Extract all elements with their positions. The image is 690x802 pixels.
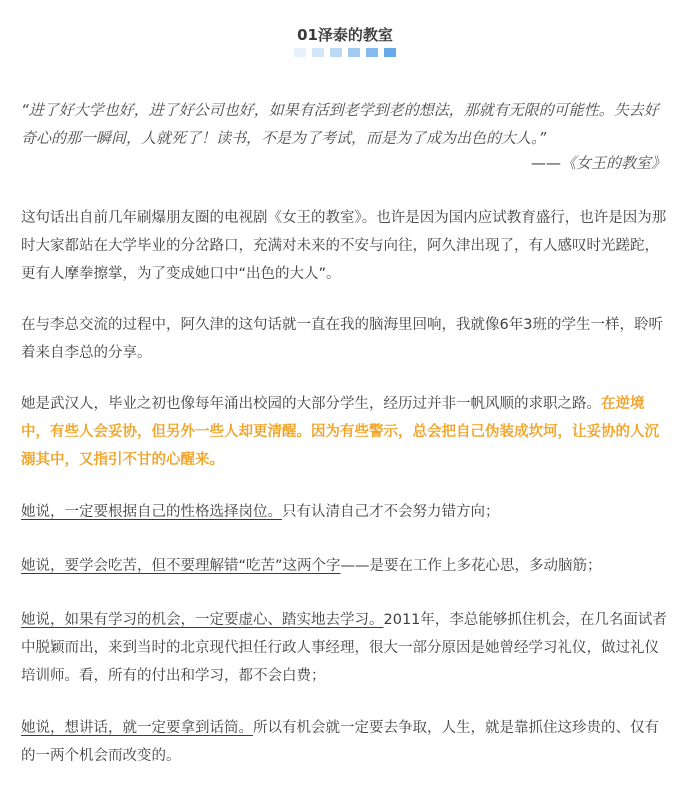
paragraph-7-underlined: 她说，想讲话，就一定要拿到话筒。 — [21, 720, 253, 736]
paragraph-5 — [21, 552, 671, 580]
decoration-dot — [366, 48, 378, 57]
paragraph-5-underlined: 她说，要学会吃苦，但不要理解错“吃苦”这两个字 — [21, 558, 341, 574]
quote-source: ——《女王的教室》 — [530, 154, 666, 172]
paragraph-2: 在与李总交流的过程中，阿久津的这句话就一直在我的脑海里回响，我就像6年3班的学生一样，聆听着来自李总的分享。 — [21, 317, 663, 361]
section-title: 01泽泰的教室 — [297, 26, 393, 44]
paragraph-3-text: 她是武汉人，毕业之初也像每年涌出校园的大部分学生，经历过并非一帆风顺的求职之路。 — [21, 396, 601, 412]
paragraph-6 — [21, 606, 671, 690]
decoration-dot — [294, 48, 306, 57]
paragraph-4-text: 只有认清自己才不会努力错方向； — [282, 504, 500, 520]
paragraph-7-text: 所以有机会就一定要去争取，人生，就是靠抓住这珍贵的、仅有的一两个机会而改变的。 — [21, 720, 659, 764]
decoration-dot — [312, 48, 324, 57]
paragraph-6-text: 2011年，李总能够抓住机会，在几名面试者中脱颖而出，来到当时的北京现代担任行政人事经理，很大一部分原因是她曾经学习礼仪，做过礼仪培训师。看，所有的付出和学习，都不会白费； — [21, 612, 667, 684]
paragraph-1: 这句话出自前几年刷爆朋友圈的电视剧《女王的教室》。也许是因为国内应试教育盛行，也许是因为那时大家都站在大学毕业的分岔路口，充满对未来的不安与向往，阿久津出现了，有人感叹时光蹉跎，更有人摩拳擦掌，为了变成她口中“出色的大人”。 — [21, 210, 667, 282]
paragraph-4 — [21, 498, 671, 526]
paragraph-3-highlight: 在逆境中，有些人会妥协，但另外一些人却更清醒。因为有些警示，总会把自己伪装成坎坷，让妥协的人沉溺其中，又指引不甘的心醒来。 — [21, 396, 659, 468]
quote-text: “进了好大学也好，进了好公司也好，如果有活到老学到老的想法，那就有无限的可能性。失去好奇心的那一瞬间，人就死了！读书，不是为了考试，而是为了成为出色的大人。” — [21, 101, 659, 147]
title-decoration-dots — [0, 48, 690, 57]
decoration-dot — [348, 48, 360, 57]
decoration-dot — [384, 48, 396, 57]
paragraph-5-text: ——是要在工作上多花心思，多动脑筋； — [340, 558, 602, 574]
paragraph-6-underlined: 她说，如果有学习的机会，一定要虚心、踏实地去学习。 — [21, 612, 384, 628]
paragraph-4-underlined: 她说，一定要根据自己的性格选择岗位。 — [21, 504, 282, 520]
decoration-dot — [330, 48, 342, 57]
paragraph-7 — [21, 714, 671, 770]
paragraph-3 — [21, 390, 671, 474]
